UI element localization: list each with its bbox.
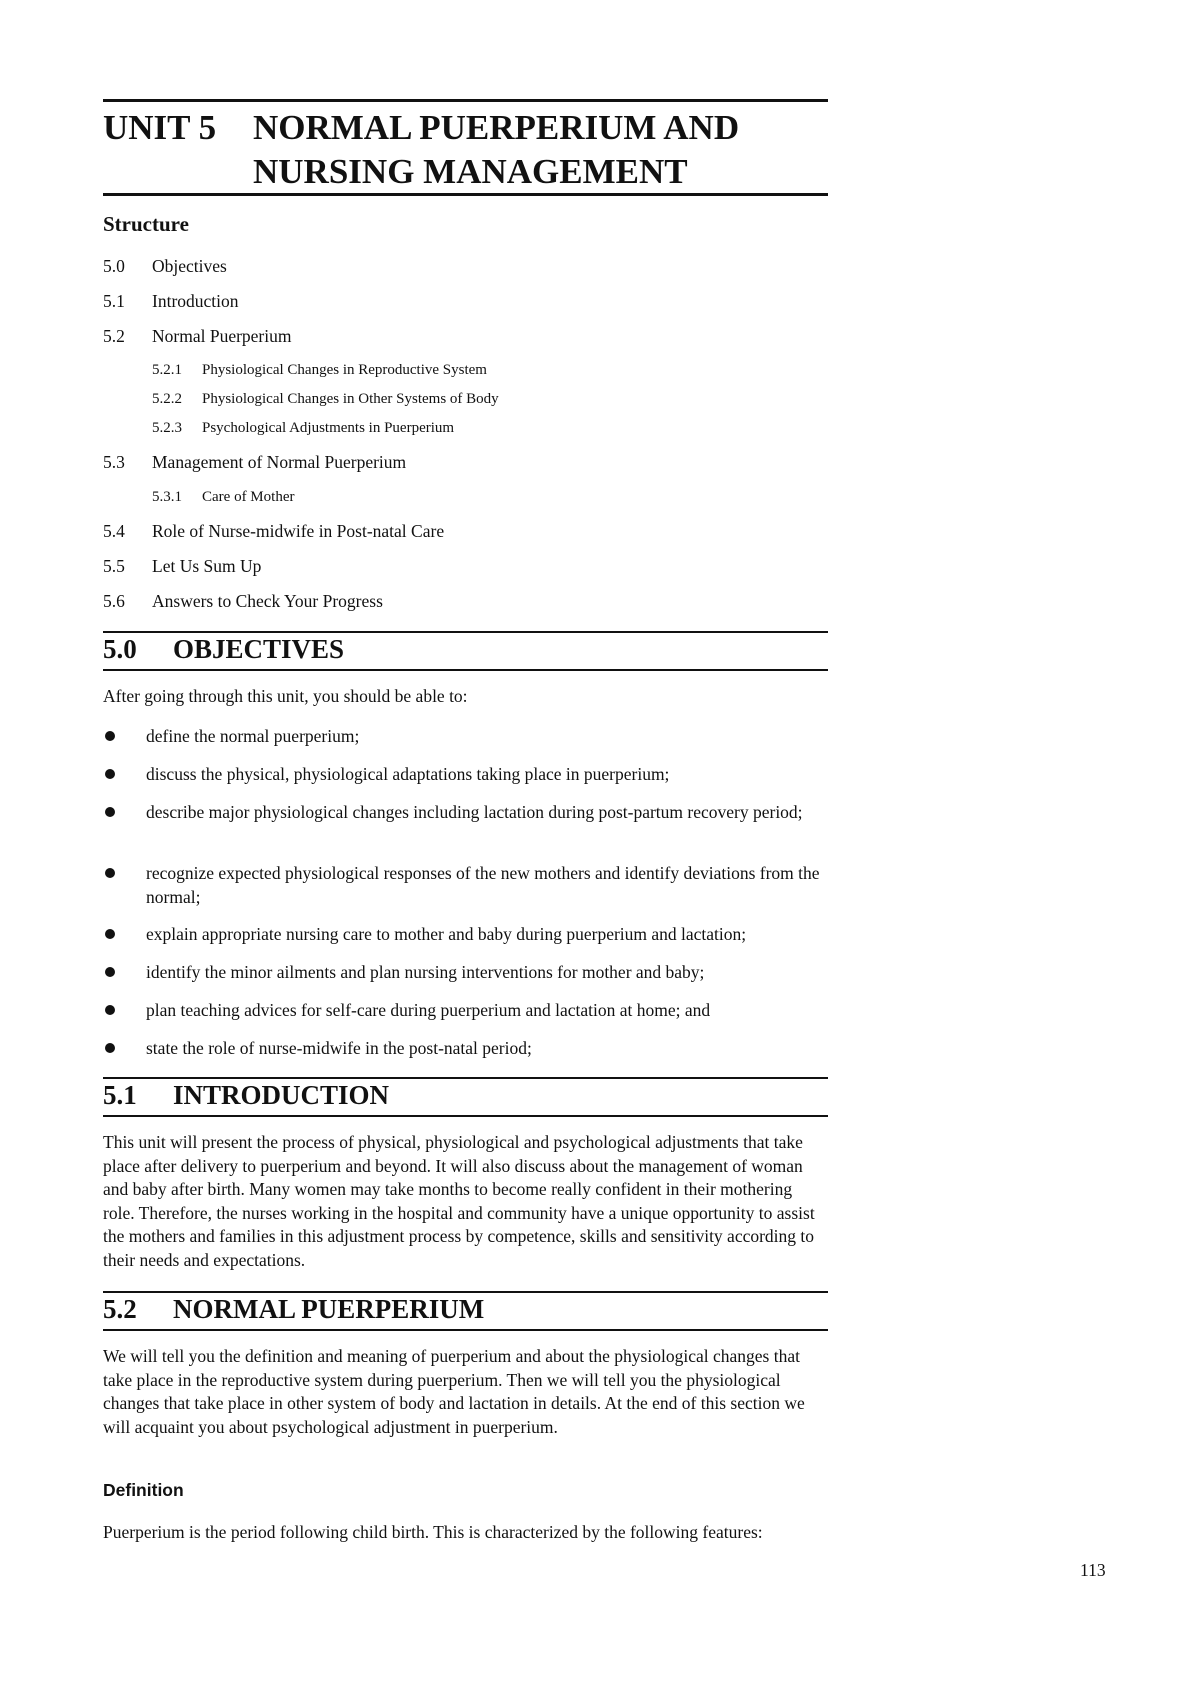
bullet-icon — [105, 769, 115, 779]
toc-item-title: Answers to Check Your Progress — [152, 591, 383, 611]
section-number: 5.0 — [103, 634, 137, 664]
toc-item-number: 5.0 — [103, 256, 125, 276]
bullet-icon — [105, 868, 115, 878]
bullet-icon — [105, 807, 115, 817]
toc-item-number: 5.2 — [103, 326, 125, 346]
section-title: NORMAL PUERPERIUM — [173, 1294, 485, 1324]
section-bottom-rule — [103, 1115, 828, 1117]
toc-item-number: 5.6 — [103, 591, 125, 611]
unit-bottom-rule — [103, 193, 828, 196]
toc-subitem-title: Physiological Changes in Reproductive System — [202, 362, 487, 378]
normal-puerperium-text: We will tell you the definition and meaning of puerperium and about the physiological changes that take place in the reproductive system during puerperium. Then we will tell you the physiological changes that take place in other system of body and lactation in details. At the end of this section we will acquaint you about psychological adjustment in puerperium. — [103, 1346, 805, 1437]
section-title: OBJECTIVES — [173, 634, 345, 664]
definition-label: Definition — [103, 1480, 184, 1500]
list-item-text: plan teaching advices for self-care during puerperium and lactation at home; and — [146, 1000, 711, 1020]
unit-title-line-2: NURSING MANAGEMENT — [253, 152, 688, 191]
list-item-text: identify the minor ailments and plan nursing interventions for mother and baby; — [146, 962, 705, 982]
bullet-icon — [105, 967, 115, 977]
toc-item-number: 5.3 — [103, 452, 125, 472]
toc-item-number: 5.5 — [103, 556, 125, 576]
toc-item-title: Normal Puerperium — [152, 326, 292, 346]
section-top-rule — [103, 631, 828, 633]
bullet-icon — [105, 929, 115, 939]
list-item-text: state the role of nurse-midwife in the post-natal period; — [146, 1038, 532, 1058]
toc-subitem-title: Psychological Adjustments in Puerperium — [202, 420, 455, 436]
definition-text: Puerperium is the period following child birth. This is characterized by the following features: — [103, 1522, 763, 1542]
section-bottom-rule — [103, 1329, 828, 1331]
unit-title-line-1: NORMAL PUERPERIUM AND — [253, 108, 740, 147]
toc-item-title: Let Us Sum Up — [152, 556, 262, 576]
unit-title — [253, 106, 828, 194]
toc-item-title: Role of Nurse-midwife in Post-natal Care — [152, 521, 445, 541]
toc-item-title: Introduction — [152, 291, 239, 311]
bullet-icon — [105, 1043, 115, 1053]
toc-item-title: Management of Normal Puerperium — [152, 452, 407, 472]
bullet-icon — [105, 1005, 115, 1015]
section-bottom-rule — [103, 669, 828, 671]
section-number: 5.1 — [103, 1080, 137, 1110]
list-item-text: describe major physiological changes including lactation during post-partum recovery period; — [146, 802, 803, 822]
toc-item-number: 5.4 — [103, 521, 125, 541]
list-item-text: discuss the physical, physiological adaptations taking place in puerperium; — [146, 764, 670, 784]
toc-subitem-title: Care of Mother — [202, 489, 295, 505]
toc-subitem-number: 5.2.3 — [152, 420, 182, 436]
toc-subitem-title: Physiological Changes in Other Systems of Body — [202, 391, 499, 407]
section-top-rule — [103, 1291, 828, 1293]
toc-subitem-number: 5.2.1 — [152, 362, 182, 378]
structure-label: Structure — [103, 212, 189, 236]
toc-subitem-number: 5.2.2 — [152, 391, 182, 407]
list-item-text: recognize expected physiological responses of the new mothers and identify deviations from the normal; — [146, 863, 820, 907]
section-number: 5.2 — [103, 1294, 137, 1324]
section-top-rule — [103, 1077, 828, 1079]
list-item-text: explain appropriate nursing care to mother and baby during puerperium and lactation; — [146, 924, 747, 944]
toc-item-number: 5.1 — [103, 291, 125, 311]
section-title: INTRODUCTION — [173, 1080, 390, 1110]
toc-subitem-number: 5.3.1 — [152, 489, 182, 505]
unit-top-rule — [103, 99, 828, 102]
toc-item-title: Objectives — [152, 256, 227, 276]
introduction-text: This unit will present the process of physical, physiological and psychological adjustments that take place after delivery to puerperium and beyond. It will also discuss about the management of woman and baby after birth. Many women may take months to become really confident in their mothering role. Therefore, the nurses working in the hospital and community have a unique opportunity to assist the mothers and families in this adjustment process by competence, skills and sensitivity according to their needs and expectations. — [103, 1132, 815, 1270]
objectives-intro: After going through this unit, you should be able to: — [103, 686, 468, 706]
bullet-icon — [105, 731, 115, 741]
unit-number: UNIT 5 — [103, 108, 217, 147]
list-item-text: define the normal puerperium; — [146, 726, 360, 746]
page-number: 113 — [1080, 1560, 1106, 1580]
